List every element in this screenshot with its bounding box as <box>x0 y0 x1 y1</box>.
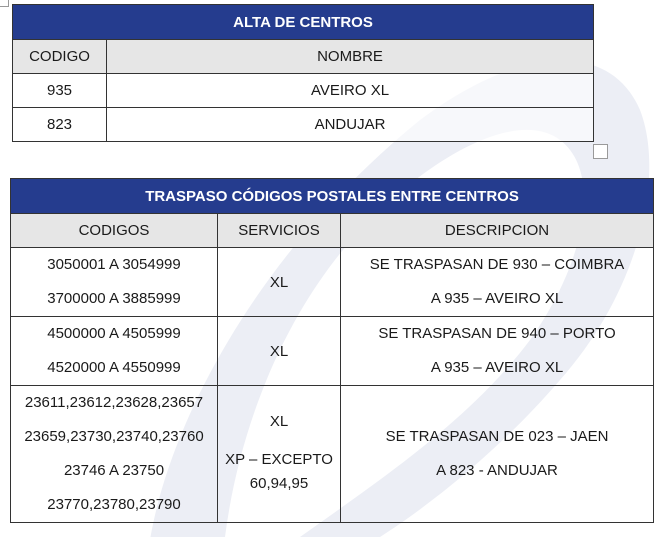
table-row <box>11 386 654 523</box>
cell-codigos <box>11 386 218 523</box>
descripcion-line: SE TRASPASAN DE 930 – COIMBRA <box>369 256 625 273</box>
cell-descripcion <box>341 317 654 386</box>
codigo-range: 4520000 A 4550999 <box>47 359 181 376</box>
servicio-xl: XL <box>269 413 289 430</box>
header-servicios: SERVICIOS <box>218 214 341 248</box>
table-row <box>13 108 594 142</box>
cell-servicios: XL <box>218 317 341 386</box>
alta-centros-title: ALTA DE CENTROS <box>13 5 594 40</box>
cell-descripcion <box>341 248 654 317</box>
cell-codigo: 823 <box>13 108 107 142</box>
cell-nombre: ANDUJAR <box>107 108 594 142</box>
descripcion-line: A 823 - ANDUJAR <box>436 462 558 479</box>
cell-codigos <box>11 317 218 386</box>
codigo-range: 3700000 A 3885999 <box>47 290 181 307</box>
header-nombre: NOMBRE <box>107 40 594 74</box>
table-row <box>13 74 594 108</box>
codigo-range: 23770,23780,23790 <box>47 496 181 513</box>
descripcion-line: A 935 – AVEIRO XL <box>430 290 564 307</box>
cell-codigos <box>11 248 218 317</box>
cell-servicios <box>218 386 341 523</box>
checkbox-icon[interactable] <box>593 144 608 159</box>
table-row <box>11 248 654 317</box>
descripcion-line: A 935 – AVEIRO XL <box>430 359 564 376</box>
codigo-range: 4500000 A 4505999 <box>47 325 181 342</box>
codigo-range: 3050001 A 3054999 <box>47 256 181 273</box>
servicio-xp: XP – EXCEPTO <box>225 451 333 468</box>
alta-centros-table <box>12 4 594 142</box>
header-descripcion: DESCRIPCION <box>341 214 654 248</box>
codigo-range: 23659,23730,23740,23760 <box>24 428 204 445</box>
descripcion-line: SE TRASPASAN DE 940 – PORTO <box>378 325 616 342</box>
cell-servicios: XL <box>218 248 341 317</box>
servicio-excepto: 60,94,95 <box>249 475 309 492</box>
corner-mark <box>0 0 9 7</box>
table-row <box>11 317 654 386</box>
cell-descripcion <box>341 386 654 523</box>
traspaso-table <box>10 178 654 523</box>
servicios-stack <box>218 412 340 496</box>
header-codigo: CODIGO <box>13 40 107 74</box>
descripcion-line: SE TRASPASAN DE 023 – JAEN <box>385 428 609 445</box>
codigo-range: 23746 A 23750 <box>63 462 165 479</box>
cell-codigo: 935 <box>13 74 107 108</box>
header-codigos: CODIGOS <box>11 214 218 248</box>
cell-nombre: AVEIRO XL <box>107 74 594 108</box>
traspaso-title: TRASPASO CÓDIGOS POSTALES ENTRE CENTROS <box>11 179 654 214</box>
codigo-range: 23611,23612,23628,23657 <box>24 394 204 411</box>
